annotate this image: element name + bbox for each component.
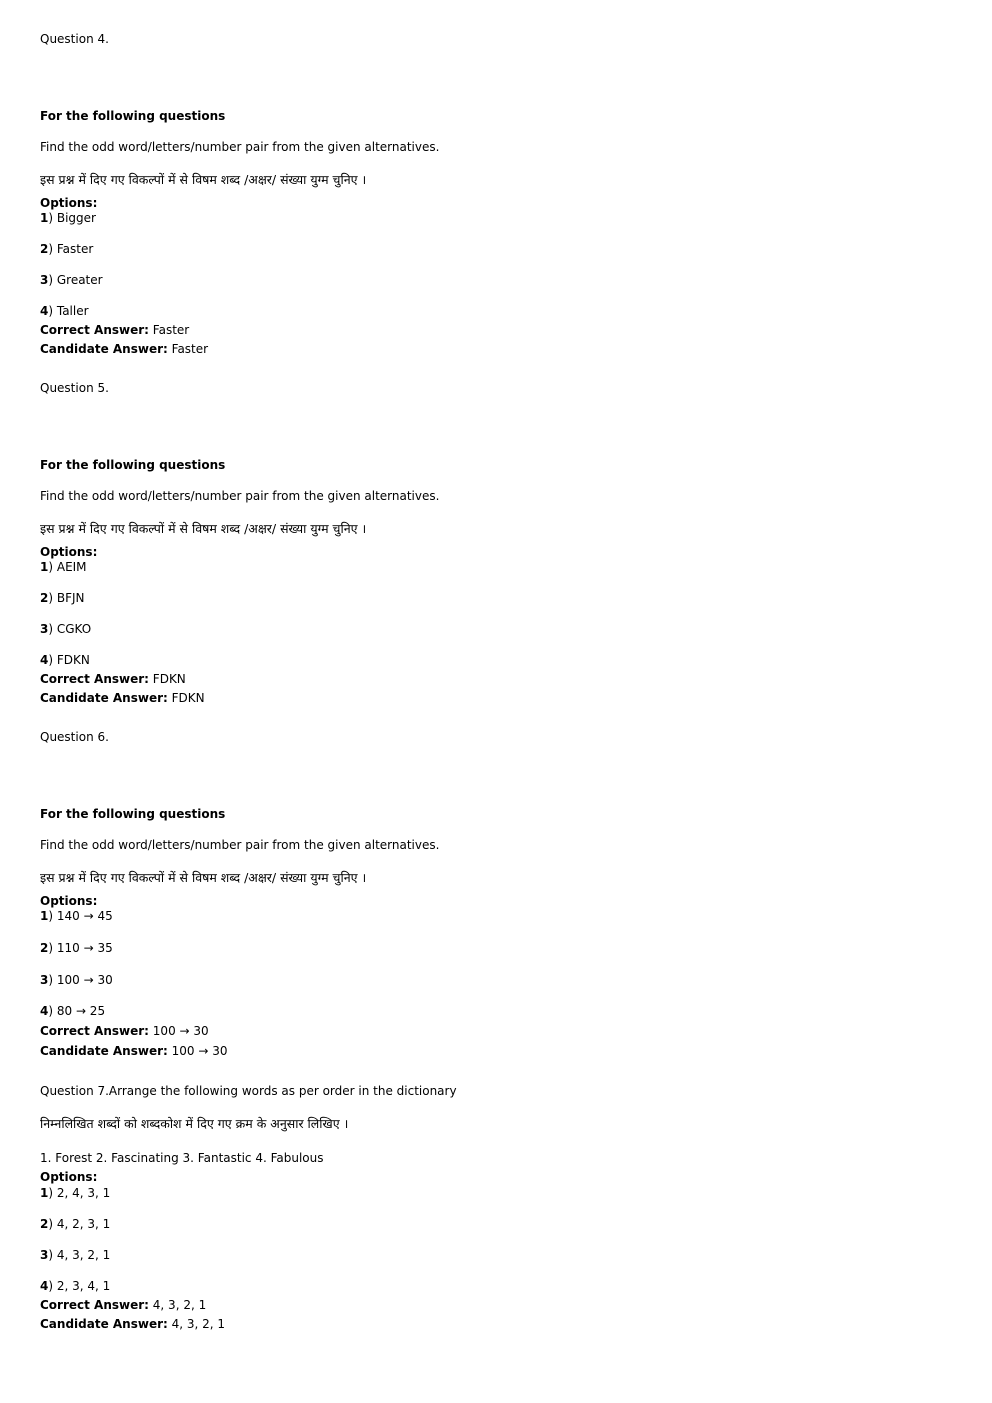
- correct-answer-row: [40, 1023, 209, 1039]
- question-title: Question 6.: [40, 730, 109, 744]
- option-text: ) BFJN: [48, 591, 85, 605]
- question-title: Question 4.: [40, 32, 109, 46]
- correct-answer-row: [40, 671, 186, 687]
- option-item: [40, 652, 90, 668]
- question-title: Question 7.Arrange the following words as per order in the dictionary: [40, 1084, 457, 1098]
- option-item: [40, 1247, 110, 1263]
- option-number: 1: [40, 560, 49, 574]
- instruction-hindi: इस प्रश्न में दिए गए विकल्पों में से विषम शब्द /अक्षर/ संख्या युग्म चुनिए ।: [40, 172, 367, 187]
- option-text: ) 140 → 45: [48, 909, 113, 923]
- option-number: 2: [40, 242, 49, 256]
- candidate-answer-row: [40, 690, 205, 706]
- option-text: ) Faster: [48, 242, 94, 256]
- option-text: ) Greater: [48, 273, 103, 287]
- option-text: ) 2, 3, 4, 1: [48, 1279, 111, 1293]
- options-label: Options:: [40, 545, 98, 559]
- correct-answer-label: Correct Answer:: [40, 323, 149, 337]
- option-text: ) 80 → 25: [48, 1004, 106, 1018]
- option-item: [40, 590, 85, 606]
- option-item: [40, 210, 96, 226]
- option-item: [40, 1278, 110, 1294]
- option-item: [40, 241, 93, 257]
- question-words: 1. Forest 2. Fascinating 3. Fantastic 4. Fabulous: [40, 1151, 324, 1165]
- instruction-hindi: निम्नलिखित शब्दों को शब्दकोश में दिए गए क्रम के अनुसार लिखिए ।: [40, 1116, 349, 1131]
- option-item: [40, 559, 87, 575]
- option-number: 3: [40, 273, 49, 287]
- question-heading: For the following questions: [40, 109, 226, 123]
- option-number: 4: [40, 1004, 49, 1018]
- option-text: ) CGKO: [48, 622, 92, 636]
- option-text: ) AEIM: [48, 560, 87, 574]
- question-heading: For the following questions: [40, 458, 226, 472]
- option-item: [40, 940, 113, 956]
- instruction-hindi: इस प्रश्न में दिए गए विकल्पों में से विषम शब्द /अक्षर/ संख्या युग्म चुनिए ।: [40, 870, 367, 885]
- instruction-hindi: इस प्रश्न में दिए गए विकल्पों में से विषम शब्द /अक्षर/ संख्या युग्म चुनिए ।: [40, 521, 367, 536]
- option-number: 3: [40, 973, 49, 987]
- option-item: [40, 303, 89, 319]
- option-number: 4: [40, 304, 49, 318]
- candidate-answer-label: Candidate Answer:: [40, 1317, 168, 1331]
- candidate-answer-label: Candidate Answer:: [40, 342, 168, 356]
- option-item: [40, 1216, 110, 1232]
- correct-answer-row: [40, 322, 189, 338]
- option-text: ) Taller: [48, 304, 89, 318]
- option-number: 4: [40, 1279, 49, 1293]
- correct-answer-value: Faster: [152, 323, 190, 337]
- option-item: [40, 272, 103, 288]
- candidate-answer-label: Candidate Answer:: [40, 691, 168, 705]
- option-number: 3: [40, 1248, 49, 1262]
- question-title: Question 5.: [40, 381, 109, 395]
- option-item: [40, 621, 91, 637]
- candidate-answer-row: [40, 1043, 228, 1059]
- option-item: [40, 1185, 110, 1201]
- correct-answer-row: [40, 1297, 206, 1313]
- option-number: 2: [40, 1217, 49, 1231]
- option-text: ) 4, 3, 2, 1: [48, 1248, 111, 1262]
- option-text: ) Bigger: [48, 211, 96, 225]
- correct-answer-value: 100 → 30: [152, 1024, 209, 1038]
- correct-answer-value: FDKN: [152, 672, 186, 686]
- candidate-answer-row: [40, 341, 208, 357]
- question-heading: For the following questions: [40, 807, 226, 821]
- option-text: ) 100 → 30: [48, 973, 113, 987]
- correct-answer-label: Correct Answer:: [40, 672, 149, 686]
- option-item: [40, 908, 113, 924]
- options-label: Options:: [40, 1170, 98, 1184]
- correct-answer-value: 4, 3, 2, 1: [152, 1298, 207, 1312]
- option-number: 2: [40, 591, 49, 605]
- option-item: [40, 1003, 105, 1019]
- instruction-english: Find the odd word/letters/number pair from the given alternatives.: [40, 489, 440, 503]
- option-number: 2: [40, 941, 49, 955]
- option-number: 4: [40, 653, 49, 667]
- option-number: 1: [40, 211, 49, 225]
- instruction-english: Find the odd word/letters/number pair from the given alternatives.: [40, 838, 440, 852]
- option-text: ) 2, 4, 3, 1: [48, 1186, 111, 1200]
- candidate-answer-value: FDKN: [171, 691, 205, 705]
- candidate-answer-row: [40, 1316, 225, 1332]
- candidate-answer-value: 100 → 30: [171, 1044, 228, 1058]
- option-number: 1: [40, 1186, 49, 1200]
- instruction-english: Find the odd word/letters/number pair from the given alternatives.: [40, 140, 440, 154]
- option-text: ) FDKN: [48, 653, 90, 667]
- correct-answer-label: Correct Answer:: [40, 1024, 149, 1038]
- candidate-answer-label: Candidate Answer:: [40, 1044, 168, 1058]
- candidate-answer-value: Faster: [171, 342, 209, 356]
- option-number: 3: [40, 622, 49, 636]
- options-label: Options:: [40, 196, 98, 210]
- option-text: ) 110 → 35: [48, 941, 113, 955]
- candidate-answer-value: 4, 3, 2, 1: [171, 1317, 226, 1331]
- options-label: Options:: [40, 894, 98, 908]
- option-text: ) 4, 2, 3, 1: [48, 1217, 111, 1231]
- option-number: 1: [40, 909, 49, 923]
- correct-answer-label: Correct Answer:: [40, 1298, 149, 1312]
- option-item: [40, 972, 113, 988]
